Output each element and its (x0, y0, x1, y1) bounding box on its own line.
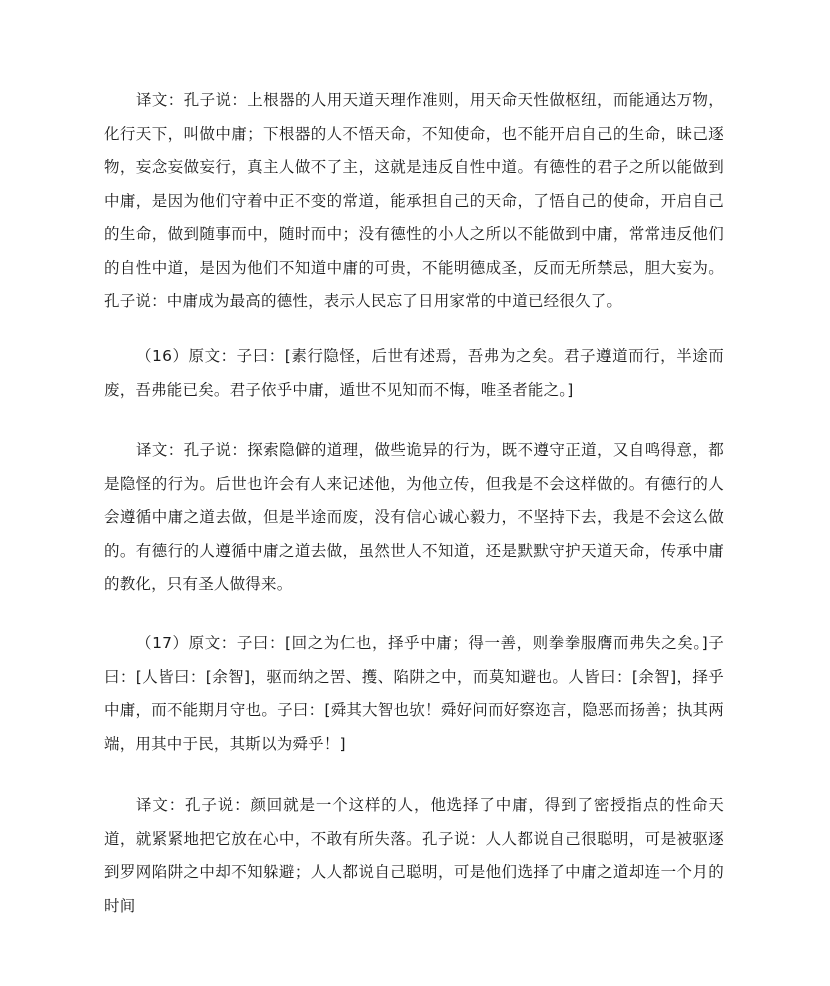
paragraph-original-16: （16）原文：子曰：[素行隐怪，后世有述焉，吾弗为之矣。君子遵道而行，半途而废，吾弗能已矣。君子依乎中庸，遁世不见知而不悔，唯圣者能之。] (104, 347, 724, 399)
paragraph-translation-17: 译文：孔子说：颜回就是一个这样的人，他选择了中庸，得到了密授指点的性命天道，就紧紧地把它放在心中，不敢有所失落。孔子说：人人都说自己很聪明，可是被驱逐到罗网陷阱之中却不知躲避；人人都说自己聪明，可是他们选择了中庸之道却连一个月的时间 (104, 796, 724, 915)
paragraph-translation-16: 译文：孔子说：探索隐僻的道理，做些诡异的行为，既不遵守正道，又自鸣得意，都是隐怪的行为。后世也许会有人来记述他，为他立传，但我是不会这样做的。有德行的人会遵循中庸之道去做，但是半途而废，没有信心诚心毅力，不坚持下去，我是不会这么做的。有德行的人遵循中庸之道去做，虽然世人不知道，还是默默守护天道天命，传承中庸的教化，只有圣人做得来。 (104, 441, 724, 593)
paragraph-original-17: （17）原文：子曰：[回之为仁也，择乎中庸；得一善，则拳拳服膺而弗失之矣。]子曰：[人皆曰：[余智]，驱而纳之罟、擭、陷阱之中，而莫知避也。人皆曰：[余智]，择乎中庸，而不能期月守也。子曰：[舜其大智也欤！舜好问而好察迩言，隐恶而扬善；执其两端，用其中于民，其斯以为舜乎！] (104, 634, 724, 753)
paragraph-translation-1: 译文：孔子说：上根器的人用天道天理作准则，用天命天性做枢纽，而能通达万物，化行天下，叫做中庸；下根器的人不悟天命，不知使命，也不能开启自己的生命，昧己逐物，妄念妄做妄行，真主人做不了主，这就是违反自性中道。有德性的君子之所以能做到中庸，是因为他们守着中正不变的常道，能承担自己的天命，了悟自己的使命，开启自己的生命，做到随事而中，随时而中；没有德性的小人之所以不能做到中庸，常常违反他们的自性中道，是因为他们不知道中庸的可贵，不能明德成圣，反而无所禁忌，胆大妄为。孔子说：中庸成为最高的德性，表示人民忘了日用家常的中道已经很久了。 (104, 91, 724, 310)
